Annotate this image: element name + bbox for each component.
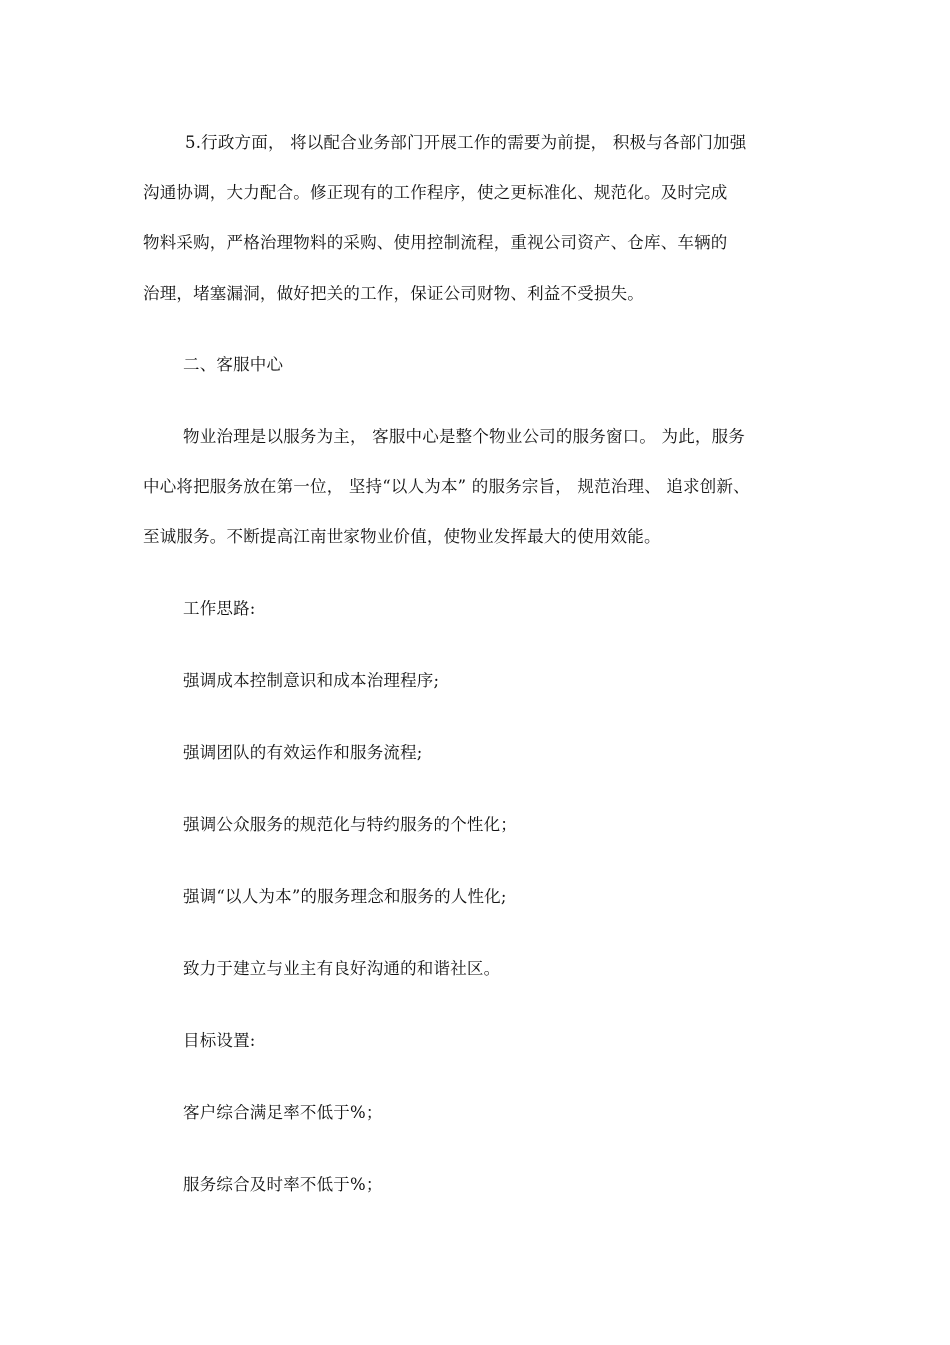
paragraph-line: 5.行政方面， 将以配合业务部门开展工作的需要为前提， 积极与各部门加强 [185, 133, 747, 152]
paragraph-line: 沟通协调，大力配合。修正现有的工作程序，使之更标准化、规范化。及时完成 [143, 183, 728, 202]
paragraph-line: 物业治理是以服务为主， 客服中心是整个物业公司的服务窗口。 为此，服务 [183, 427, 745, 446]
subheading: 工作思路: [183, 599, 256, 618]
paragraph-line: 至诚服务。不断提高江南世家物业价值，使物业发挥最大的使用效能。 [143, 527, 661, 546]
section-heading: 二、客服中心 [183, 355, 284, 374]
list-item: 强调“以人为本”的服务理念和服务的人性化; [183, 887, 507, 906]
paragraph-line: 中心将把服务放在第一位， 坚持“以人为本” 的服务宗旨， 规范治理、 追求创新、 [143, 477, 750, 496]
list-item: 强调成本控制意识和成本治理程序; [183, 671, 440, 690]
list-item: 致力于建立与业主有良好沟通的和谐社区。 [183, 959, 501, 978]
subheading: 目标设置: [183, 1031, 256, 1050]
list-item: 客户综合满足率不低于%； [183, 1103, 383, 1122]
list-item: 服务综合及时率不低于%； [183, 1175, 383, 1194]
paragraph-line: 物料采购，严格治理物料的采购、使用控制流程，重视公司资产、仓库、车辆的 [143, 233, 728, 252]
paragraph-line: 治理，堵塞漏洞，做好把关的工作，保证公司财物、利益不受损失。 [143, 284, 644, 303]
list-item: 强调团队的有效运作和服务流程; [183, 743, 423, 762]
list-item: 强调公众服务的规范化与特约服务的个性化； [183, 815, 517, 834]
